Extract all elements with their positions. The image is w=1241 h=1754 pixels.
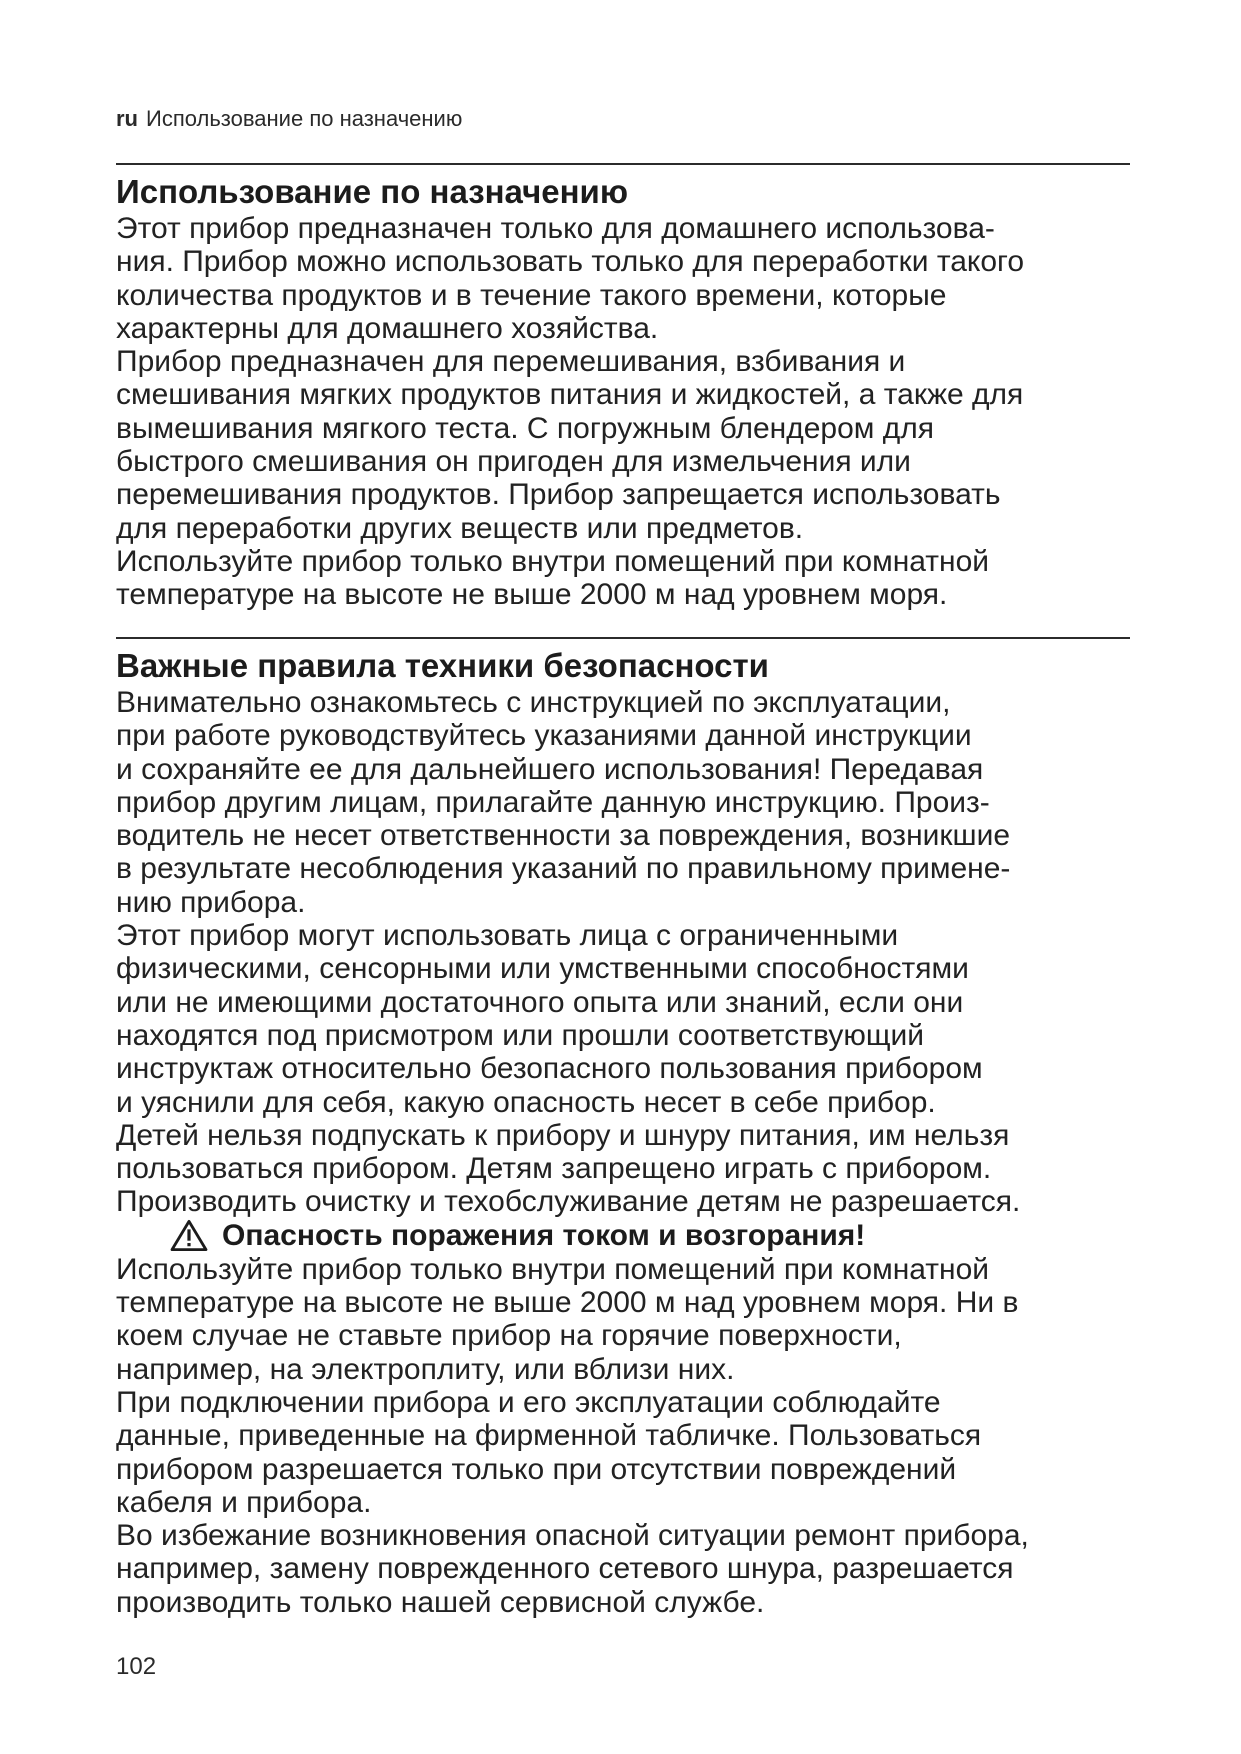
text-line: перемешивания продуктов. Прибор запрещается использовать <box>116 478 1001 512</box>
text-line: водитель не несет ответственности за повреждения, возникшие <box>116 819 1011 853</box>
text-line: при работе руководствуйтесь указаниями данной инструкции <box>116 719 972 753</box>
text-line: Используйте прибор только внутри помещений при комнатной <box>116 544 990 578</box>
text-line: и уяснили для себя, какую опасность несет в себе прибор. <box>116 1085 936 1119</box>
text-line: Этот прибор могут использовать лица с ограниченными <box>116 919 899 953</box>
text-line: смешивания мягких продуктов питания и жидкостей, а также для <box>116 378 1024 412</box>
section-intended-use <box>116 172 1130 612</box>
document-page <box>116 0 1130 1754</box>
text-line: При подключении прибора и его эксплуатации соблюдайте <box>116 1385 941 1419</box>
paragraph <box>116 545 1130 612</box>
text-line: быстрого смешивания он пригоден для измельчения или <box>116 445 911 479</box>
text-line: и сохраняйте ее для дальнейшего использования! Передавая <box>116 752 984 786</box>
text-line: ния. Прибор можно использовать только для переработки такого <box>116 245 1025 279</box>
text-line: или не имеющими достаточного опыта или знаний, если они <box>116 985 964 1019</box>
text-line: инструктаж относительно безопасного пользования прибором <box>116 1052 983 1086</box>
paragraph <box>116 1253 1130 1386</box>
text-line: Производить очистку и техобслуживание детям не разрешается. <box>116 1185 1021 1219</box>
text-line: температуре на высоте не выше 2000 м над уровнем моря. Ни в <box>116 1286 1019 1320</box>
page-number: 102 <box>116 1653 157 1680</box>
paragraph <box>116 212 1130 345</box>
text-line: для переработки других веществ или предметов. <box>116 511 804 545</box>
paragraph <box>116 1519 1130 1619</box>
text-line: нию прибора. <box>116 885 306 919</box>
text-line: например, на электроплиту, или вблизи них. <box>116 1352 735 1386</box>
text-line: прибор другим лицам, прилагайте данную инструкцию. Произ- <box>116 785 990 819</box>
text-line: Используйте прибор только внутри помещений при комнатной <box>116 1252 990 1286</box>
text-line: производить только нашей сервисной службе. <box>116 1585 765 1619</box>
paragraph <box>116 686 1130 919</box>
section-heading: Использование по назначению <box>116 173 628 210</box>
paragraph <box>116 1119 1130 1219</box>
running-header <box>116 106 462 132</box>
text-line: Прибор предназначен для перемешивания, взбивания и <box>116 345 906 379</box>
text-line: данные, приведенные на фирменной табличке. Пользоваться <box>116 1419 982 1453</box>
text-line: количества продуктов и в течение такого времени, которые <box>116 278 947 312</box>
text-line: Детей нельзя подпускать к прибору и шнуру питания, им нельзя <box>116 1118 1010 1152</box>
section-divider <box>116 637 1130 639</box>
paragraph <box>116 1386 1130 1519</box>
text-line: например, замену поврежденного сетевого шнура, разрешается <box>116 1552 1014 1586</box>
paragraph <box>116 345 1130 545</box>
text-line: температуре на высоте не выше 2000 м над уровнем моря. <box>116 578 948 612</box>
text-line: характерны для домашнего хозяйства. <box>116 311 659 345</box>
text-line: вымешивания мягкого теста. С погружным блендером для <box>116 411 935 445</box>
paragraph <box>116 919 1130 1119</box>
text-line: Внимательно ознакомьтесь с инструкцией по эксплуатации, <box>116 686 951 719</box>
section-divider <box>116 163 1130 165</box>
warning-heading <box>170 1219 1130 1253</box>
section-safety-rules <box>116 646 1130 1619</box>
text-line: Во избежание возникновения опасной ситуации ремонт прибора, <box>116 1519 1029 1553</box>
warning-triangle-icon <box>170 1219 208 1252</box>
text-line: кабеля и прибора. <box>116 1485 372 1519</box>
text-line: физическими, сенсорными или умственными способностями <box>116 952 969 986</box>
section-heading: Важные правила техники безопасности <box>116 647 769 684</box>
text-line: находятся под присмотром или прошли соответствующий <box>116 1018 925 1052</box>
text-line: пользоваться прибором. Детям запрещено играть с прибором. <box>116 1152 992 1186</box>
text-line: прибором разрешается только при отсутствии повреждений <box>116 1452 957 1486</box>
text-line: Этот прибор предназначен только для домашнего использова- <box>116 212 995 245</box>
text-line: коем случае не ставьте прибор на горячие поверхности, <box>116 1319 902 1353</box>
text-line: в результате несоблюдения указаний по правильному примене- <box>116 852 1011 886</box>
warning-text: Опасность поражения током и возгорания! <box>222 1218 866 1252</box>
running-header-title: Использование по назначению <box>146 106 463 131</box>
language-code: ru <box>116 106 138 131</box>
